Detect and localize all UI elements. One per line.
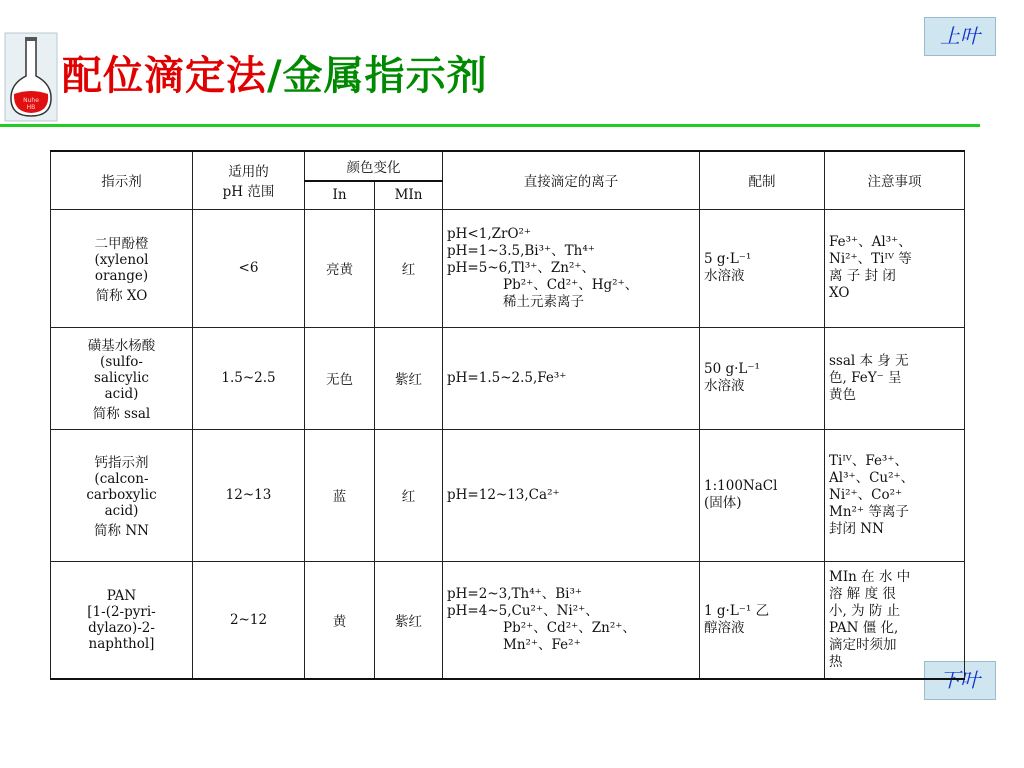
ions-line: Pb²⁺、Cd²⁺、Zn²⁺、: [503, 619, 636, 636]
prep-line: 水溶液: [704, 378, 745, 394]
notes-line: Ni²⁺、Tiᴵⱽ 等: [829, 251, 912, 267]
cell-notes: [825, 209, 965, 327]
cell-name: [51, 429, 193, 561]
prep-line: 1 g·L⁻¹ 乙: [704, 602, 770, 619]
cell-ions: [443, 561, 700, 679]
table-row: [51, 327, 965, 429]
prev-page-button[interactable]: 上叶: [924, 17, 996, 56]
header-in: In: [305, 181, 375, 209]
title-divider: [0, 124, 980, 127]
header-ph-range: [193, 151, 305, 209]
header-min: MIn: [375, 181, 443, 209]
cell-name: [51, 209, 193, 327]
table-row: [51, 429, 965, 561]
header-ions: 直接滴定的离子: [443, 151, 700, 209]
next-page-button[interactable]: 下叶: [924, 661, 996, 700]
cell-min: 紫红: [375, 561, 443, 679]
notes-line: Ni²⁺、Co²⁺: [829, 486, 903, 503]
name-line: orange): [94, 268, 149, 284]
prep-line: 醇溶液: [704, 619, 745, 636]
ions-line: 稀土元素离子: [503, 293, 584, 310]
svg-text:Nuhe: Nuhe: [23, 97, 39, 104]
name-line: acid): [104, 503, 139, 519]
ions-line: Pb²⁺、Cd²⁺、Hg²⁺、: [503, 276, 639, 293]
name-line: (calcon-: [94, 471, 149, 487]
cell-ph: <6: [193, 209, 305, 327]
ions-line: pH=2~3,Th⁴⁺、Bi³⁺: [447, 585, 583, 602]
title-main: 配位滴定法: [62, 53, 267, 99]
name-line: salicylic: [94, 370, 149, 386]
prep-line: 水溶液: [704, 268, 745, 284]
cell-name: [51, 327, 193, 429]
cell-in: 亮黄: [305, 209, 375, 327]
name-line: 简称 NN: [94, 523, 149, 539]
title-sub: /金属指示剂: [267, 53, 488, 99]
cell-in: 无色: [305, 327, 375, 429]
header-indicator: 指示剂: [51, 151, 193, 209]
notes-line: 小, 为 防 止: [829, 602, 901, 619]
header-notes: 注意事项: [825, 151, 965, 209]
notes-line: 封闭 NN: [829, 520, 884, 537]
cell-notes: [825, 327, 965, 429]
cell-ions: [443, 327, 700, 429]
name-line: 磺基水杨酸: [87, 338, 156, 354]
name-line: (sulfo-: [100, 354, 143, 370]
notes-line: 滴定时须加: [829, 636, 897, 653]
notes-line: ssal 本 身 无: [829, 352, 909, 369]
notes-line: 溶 解 度 很: [829, 585, 896, 602]
indicator-table: [50, 150, 965, 680]
name-line: dylazo)-2-: [88, 619, 155, 636]
cell-ph: 2~12: [193, 561, 305, 679]
notes-line: Al³⁺、Cu²⁺、: [829, 469, 915, 486]
page-title: [62, 44, 488, 101]
name-line: 钙指示剂: [94, 455, 149, 471]
name-line: PAN: [106, 587, 137, 604]
header-color-change: 颜色变化: [305, 151, 443, 181]
prep-line: 5 g·L⁻¹: [704, 251, 752, 267]
cell-notes: [825, 429, 965, 561]
ions-line: pH=12~13,Ca²⁺: [447, 486, 560, 503]
notes-line: PAN 僵 化,: [829, 619, 899, 636]
notes-line: Fe³⁺、Al³⁺、: [829, 234, 912, 250]
cell-min: 红: [375, 209, 443, 327]
name-line: 简称 XO: [95, 288, 148, 304]
flask-logo: [4, 32, 58, 122]
header-prep: 配制: [700, 151, 825, 209]
cell-prep: [700, 561, 825, 679]
name-line: (xylenol: [94, 252, 149, 268]
ions-line: pH=1.5~2.5,Fe³⁺: [447, 369, 567, 386]
cell-name: [51, 561, 193, 679]
ions-line: pH<1,ZrO²⁺: [447, 225, 532, 242]
table-row: [51, 561, 965, 679]
prep-line: (固体): [704, 495, 742, 511]
cell-prep: [700, 327, 825, 429]
notes-line: Mn²⁺ 等离子: [829, 503, 909, 520]
cell-prep: [700, 209, 825, 327]
cell-in: 蓝: [305, 429, 375, 561]
svg-text:HB: HB: [26, 104, 36, 111]
ions-line: Mn²⁺、Fe²⁺: [503, 636, 581, 653]
notes-line: XO: [829, 285, 850, 301]
cell-in: 黄: [305, 561, 375, 679]
ions-line: pH=4~5,Cu²⁺、Ni²⁺、: [447, 602, 599, 619]
name-line: naphthol]: [88, 635, 155, 652]
header-ph-range-text: 适用的 pH 范围: [222, 164, 275, 201]
notes-line: 黄色: [829, 386, 856, 403]
cell-notes: [825, 561, 965, 679]
notes-line: 离 子 封 闭: [829, 268, 896, 284]
name-line: [1-(2-pyri-: [87, 603, 156, 620]
name-line: 二甲酚橙: [94, 236, 149, 252]
prep-line: 1:100NaCl: [704, 478, 778, 494]
notes-line: 热: [829, 653, 843, 670]
notes-line: MIn 在 水 中: [829, 568, 911, 585]
cell-ph: 12~13: [193, 429, 305, 561]
name-line: acid): [104, 386, 139, 402]
cell-prep: [700, 429, 825, 561]
ions-line: pH=5~6,Tl³⁺、Zn²⁺、: [447, 259, 595, 276]
cell-min: 红: [375, 429, 443, 561]
cell-ions: [443, 209, 700, 327]
ions-line: pH=1~3.5,Bi³⁺、Th⁴⁺: [447, 242, 595, 259]
cell-ph: 1.5~2.5: [193, 327, 305, 429]
name-line: 简称 ssal: [92, 406, 151, 422]
notes-line: Tiᴵⱽ、Fe³⁺、: [829, 452, 908, 469]
prep-line: 50 g·L⁻¹: [704, 361, 760, 377]
table-row: [51, 209, 965, 327]
cell-min: 紫红: [375, 327, 443, 429]
name-line: carboxylic: [86, 487, 157, 503]
notes-line: 色, FeY⁻ 呈: [829, 369, 902, 386]
cell-ions: [443, 429, 700, 561]
